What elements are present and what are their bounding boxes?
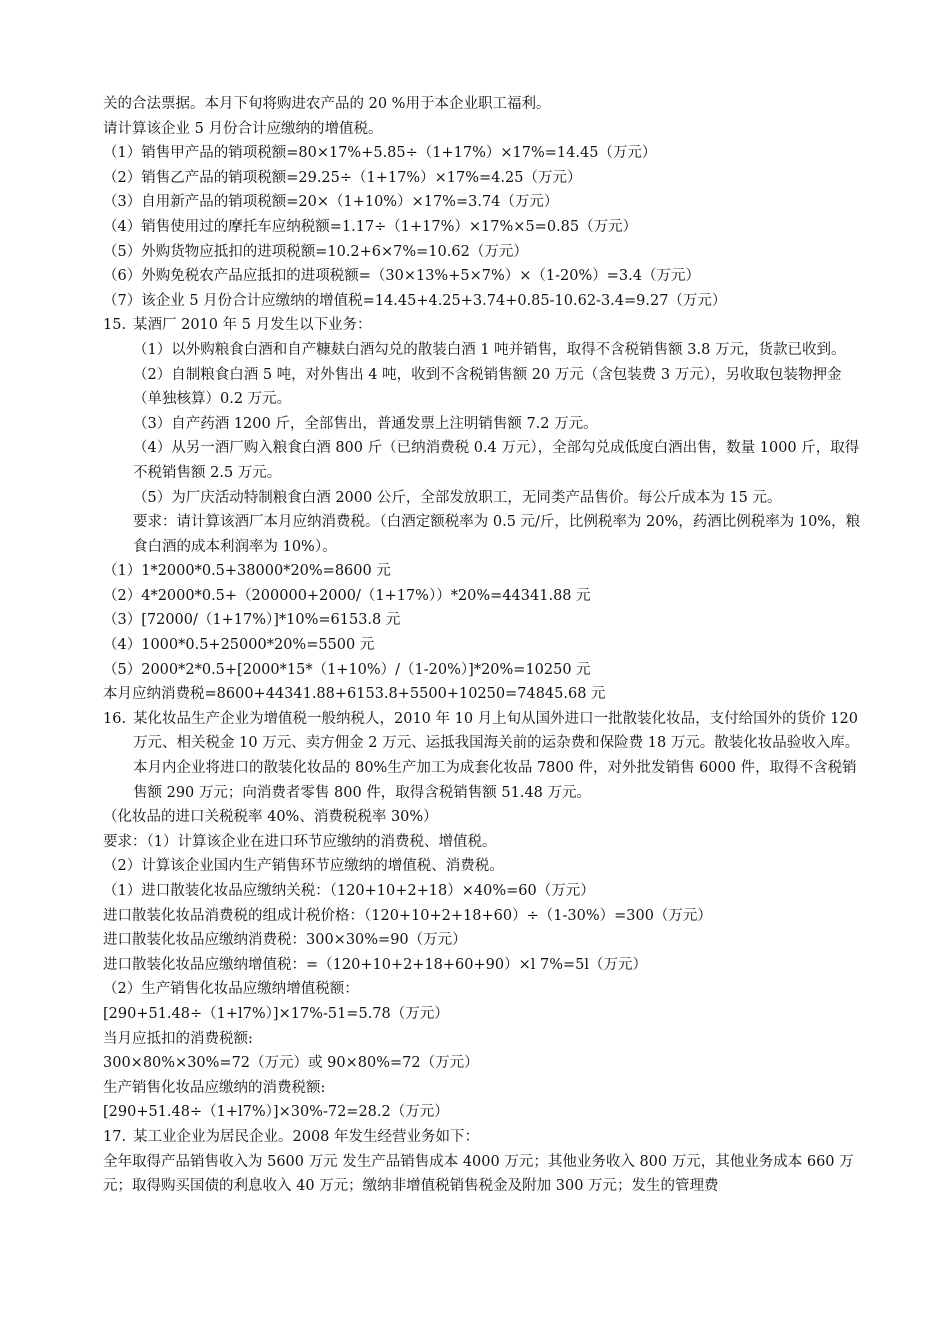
q15-item: （2）自制粮食白酒 5 吨，对外售出 4 吨，收到不含税销售额 20 万元（含包装费 3 万元），另收取包装物押金（单独核算）0.2 万元。 (133, 366, 842, 408)
q15-requirement: 要求：请计算该酒厂本月应纳消费税。（白酒定额税率为 0.5 元/斤，比例税率为 20%，药酒比例税率为 10%，粮食白酒的成本利润率为 10%）。 (133, 514, 861, 555)
text-line: （7）该企业 5 月份合计应缴纳的增值税=14.45+4.25+3.74+0.85-10.62-3.4=9.27（万元） (103, 292, 727, 309)
q15-answer: （5）2000*2*0.5+[2000*15*（1+10%）/（1-20%）]*20%=10250 元 (103, 661, 591, 678)
text-line: （3）自用新产品的销项税额=20×（1+10%）×17%=3.74（万元） (103, 194, 559, 211)
text-line: 进口散装化妆品应缴纳消费税：300×30%=90（万元） (103, 932, 467, 949)
q15-answer: （1）1*2000*0.5+38000*20%=8600 元 (103, 563, 391, 580)
text-line: （6）外购免税农产品应抵扣的进项税额=（30×13%+5×7%）×（1-20%）=3.4（万元） (103, 268, 700, 285)
question-number: 16. (103, 710, 127, 727)
question-title: 某酒厂 2010 年 5 月发生以下业务： (133, 317, 372, 334)
text-line: 生产销售化妆品应缴纳的消费税额: (103, 1079, 326, 1096)
text-line: 要求：（1）计算该企业在进口环节应缴纳的消费税、增值税。 (103, 833, 497, 850)
text-line: （2）计算该企业国内生产销售环节应缴纳的增值税、消费税。 (103, 858, 504, 875)
question-title: 某工业企业为居民企业。2008 年发生经营业务如下： (133, 1128, 480, 1145)
text-line: 当月应抵扣的消费税额: (103, 1030, 253, 1047)
text-line: 请计算该企业 5 月份合计应缴纳的增值税。 (103, 120, 383, 137)
text-line: （化妆品的进口关税税率 40%、消费税税率 30%） (103, 809, 438, 826)
q15-answer: （3）[72000/（1+17%）]*10%=6153.8 元 (103, 612, 401, 629)
text-line: 进口散装化妆品应缴纳增值税：=（120+10+2+18+60+90）×l 7%=5l（万元） (103, 956, 648, 973)
q15-total: 本月应纳消费税=8600+44341.88+6153.8+5500+10250=74845.68 元 (103, 686, 606, 703)
question-15-heading (103, 313, 863, 338)
question-text: 某化妆品生产企业为增值税一般纳税人，2010 年 10 月上旬从国外进口一批散装化妆品，支付给国外的货价 120 万元、相关税金 10 万元、卖方佣金 2 万元、运抵我国海关前的运杂费和保险费 18 万元。散装化妆品验收入库。本月内企业将进口的散装化妆品的 80%生产加工为成套化妆品 7800 件，对外批发销售 6000 件，取得不含税销售额 290 万元；向消费者零售 800 件，取得含税销售额 51.48 万元。 (133, 710, 860, 801)
q15-answer: （4）1000*0.5+25000*20%=5500 元 (103, 637, 375, 654)
text-line: [290+51.48÷（1+l7%）]×17%-51=5.78（万元） (103, 1005, 449, 1022)
text-line: 300×80%×30%=72（万元）或 90×80%=72（万元） (103, 1055, 479, 1072)
text-line: 进口散装化妆品消费税的组成计税价格：（120+10+2+18+60）÷（1-30%）=300（万元） (103, 907, 712, 924)
question-16-body (103, 707, 863, 805)
question-number: 15. (103, 317, 127, 334)
text-line: （1）销售甲产品的销项税额=80×17%+5.85÷（1+17%）×17%=14.45（万元） (103, 145, 657, 162)
question-17-heading (103, 1125, 863, 1150)
text-line: （1）进口散装化妆品应缴纳关税：（120+10+2+18）×40%=60（万元） (103, 883, 595, 899)
q15-item: （4）从另一酒厂购入粮食白酒 800 斤（已纳消费税 0.4 万元），全部勾兑成低度白酒出售，数量 1000 斤，取得不税销售额 2.5 万元。 (133, 440, 860, 481)
q15-item: （5）为厂庆活动特制粮食白酒 2000 公斤，全部发放职工，无同类产品售价。每公斤成本为 15 元。 (133, 489, 782, 506)
text-line: （4）销售使用过的摩托车应纳税额=1.17÷（1+17%）×17%×5=0.85（万元） (103, 218, 638, 235)
text-line: （2）销售乙产品的销项税额=29.25÷（1+17%）×17%=4.25（万元） (103, 169, 582, 186)
text-line: （5）外购货物应抵扣的进项税额=10.2+6×7%=10.62（万元） (103, 243, 528, 260)
document-page (103, 92, 863, 1199)
q15-item: （1）以外购粮食白酒和自产糠麸白酒勾兑的散装白酒 1 吨并销售，取得不含税销售额 3.8 万元，货款已收到。 (133, 341, 846, 358)
text-line: [290+51.48÷（1+l7%）]×30%-72=28.2（万元） (103, 1104, 449, 1121)
q15-item: （3）自产药酒 1200 斤，全部售出，普通发票上注明销售额 7.2 万元。 (133, 415, 598, 432)
q17-body: 全年取得产品销售收入为 5600 万元 发生产品销售成本 4000 万元；其他业务收入 800 万元，其他业务成本 660 万元；取得购买国债的利息收入 40 万元；缴纳非增值税销售税金及附加 300 万元；发生的管理费 (103, 1153, 854, 1195)
text-line: 关的合法票据。本月下旬将购进农产品的 20 %用于本企业职工福利。 (103, 96, 551, 112)
question-number: 17. (103, 1128, 127, 1145)
q15-answer: （2）4*2000*0.5+（200000+2000/（1+17%））*20%=44341.88 元 (103, 587, 591, 604)
text-line: （2）生产销售化妆品应缴纳增值税额： (103, 981, 359, 998)
